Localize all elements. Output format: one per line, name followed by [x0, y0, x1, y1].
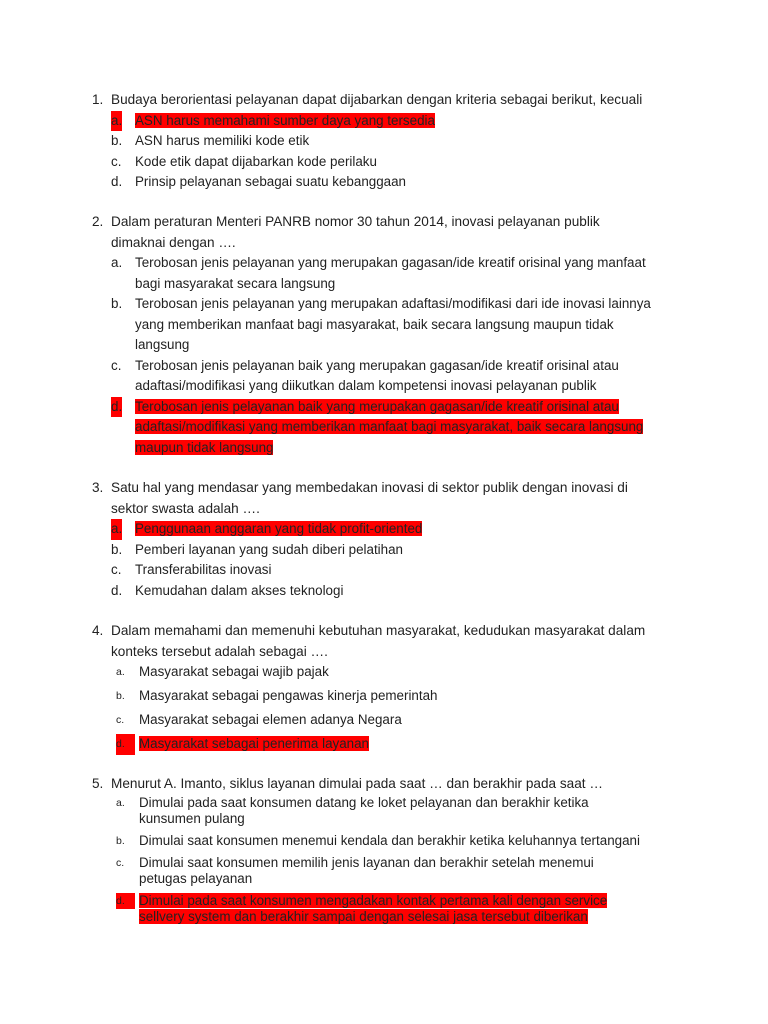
- option-letter: c.: [111, 357, 122, 373]
- option-text-answer: Penggunaan anggaran yang tidak profit-oriented: [135, 521, 423, 536]
- option-letter: b.: [111, 133, 123, 148]
- question-text: Dalam memahami dan memenuhi kebutuhan masyarakat, kedudukan masyarakat dalam konteks tersebut adalah sebagai ….: [111, 623, 646, 659]
- option-letter: c.: [116, 856, 125, 869]
- question-text: Menurut A. Imanto, siklus layanan dimulai pada saat … dan berakhir pada saat …: [111, 776, 603, 791]
- option-list: [101, 662, 692, 755]
- option-letter: d.: [116, 893, 135, 909]
- option-text: Dimulai saat konsumen menemui kendala dan berakhir ketika keluhannya tertangani: [139, 832, 640, 848]
- option-c: [111, 356, 671, 397]
- question-text: Dalam peraturan Menteri PANRB nomor 30 tahun 2014, inovasi pelayanan publik dimaknai dengan ….: [111, 214, 600, 250]
- option-d: [111, 581, 692, 602]
- option-letter: d.: [116, 734, 135, 755]
- option-text: Masyarakat sebagai elemen adanya Negara: [139, 712, 402, 727]
- option-b: [111, 131, 692, 152]
- option-letter: a.: [111, 111, 122, 132]
- option-letter: a.: [116, 666, 125, 678]
- option-b: [101, 686, 692, 707]
- option-a: [101, 662, 692, 683]
- question-text: Budaya berorientasi pelayanan dapat dijabarkan dengan kriteria sebagai berikut, kecuali: [111, 92, 643, 107]
- option-d: [111, 397, 671, 459]
- option-d: [101, 734, 692, 755]
- option-c: [101, 710, 692, 731]
- option-list: [111, 519, 692, 601]
- option-letter: c.: [116, 714, 125, 726]
- option-letter: d.: [111, 397, 122, 418]
- option-letter: a.: [111, 519, 122, 540]
- option-c: [111, 560, 692, 581]
- option-text: Masyarakat sebagai pengawas kinerja pemerintah: [139, 688, 438, 703]
- option-letter: a.: [111, 255, 123, 270]
- option-c: [111, 152, 692, 173]
- question-1: [92, 90, 692, 193]
- option-text: Terobosan jenis pelayanan baik yang merupakan gagasan/ide kreatif orisinal atau adaftasi/modifikasi yang diikutkan dalam kompetensi inovasi pelayanan publik: [135, 357, 619, 393]
- option-b: [101, 833, 719, 849]
- option-a: [101, 795, 621, 827]
- option-letter: b.: [116, 834, 125, 847]
- question-number: 1.: [92, 92, 104, 107]
- option-text: Terobosan jenis pelayanan yang merupakan adaftasi/modifikasi dari ide inovasi lainnya yang memberikan manfaat bagi masyarakat, baik secara langsung maupun tidak langsung: [135, 296, 651, 352]
- question-text: Satu hal yang mendasar yang membedakan inovasi di sektor publik dengan inovasi di sektor swasta adalah ….: [111, 480, 628, 516]
- option-d: [101, 893, 621, 925]
- option-c: [101, 855, 621, 887]
- option-b: [111, 294, 671, 356]
- option-text: ASN harus memiliki kode etik: [135, 133, 310, 148]
- option-text: Dimulai pada saat konsumen datang ke loket pelayanan dan berakhir ketika kunsumen pulang: [139, 794, 589, 826]
- question-number: 2.: [92, 214, 104, 229]
- option-text: Prinsip pelayanan sebagai suatu kebanggaan: [135, 174, 406, 189]
- question-number: 4.: [92, 623, 104, 638]
- option-list: [111, 253, 671, 458]
- question-5: [92, 774, 692, 928]
- option-letter: c.: [111, 562, 122, 577]
- option-b: [111, 540, 692, 561]
- option-text-answer: Masyarakat sebagai penerima layanan: [139, 736, 370, 751]
- option-letter: b.: [116, 690, 125, 702]
- option-letter: c.: [111, 153, 122, 169]
- question-number: 3.: [92, 480, 104, 495]
- option-list: [111, 111, 692, 193]
- option-letter: d.: [111, 174, 123, 189]
- option-list: [101, 794, 640, 925]
- option-letter: b.: [111, 296, 123, 311]
- option-text-answer: ASN harus memahami sumber daya yang tersedia: [135, 112, 435, 128]
- option-text: Masyarakat sebagai wajib pajak: [139, 664, 329, 679]
- option-text: Kemudahan dalam akses teknologi: [135, 582, 344, 598]
- option-text: Transferabilitas inovasi: [135, 562, 272, 577]
- question-number: 5.: [92, 776, 104, 791]
- option-a: [111, 253, 671, 294]
- option-text: Terobosan jenis pelayanan yang merupakan gagasan/ide kreatif orisinal yang manfaat bagi masyarakat secara langsung: [135, 255, 646, 291]
- option-letter: a.: [116, 796, 125, 809]
- question-4: [92, 621, 692, 758]
- option-text-answer: Dimulai pada saat konsumen mengadakan kontak pertama kali dengan service sellvery system dan berakhir sampai dengan selesai jasa tersebut diberikan: [139, 892, 608, 924]
- question-2: [92, 212, 692, 458]
- option-text-answer: Terobosan jenis pelayanan baik yang merupakan gagasan/ide kreatif orisinal atau adaftasi/modifikasi yang memberikan manfaat bagi masyarakat, baik secara langsung maupun tidak langsung: [135, 398, 644, 455]
- option-d: [111, 172, 692, 193]
- option-text: Dimulai saat konsumen memilih jenis layanan dan berakhir setelah menemui petugas pelayanan: [139, 854, 594, 886]
- option-text: Kode etik dapat dijabarkan kode perilaku: [135, 153, 377, 169]
- option-letter: b.: [111, 541, 123, 557]
- option-a: [111, 111, 692, 132]
- question-3: [92, 478, 692, 601]
- option-a: [111, 519, 692, 540]
- option-letter: d.: [111, 582, 123, 598]
- option-text: Pemberi layanan yang sudah diberi pelatihan: [135, 541, 403, 557]
